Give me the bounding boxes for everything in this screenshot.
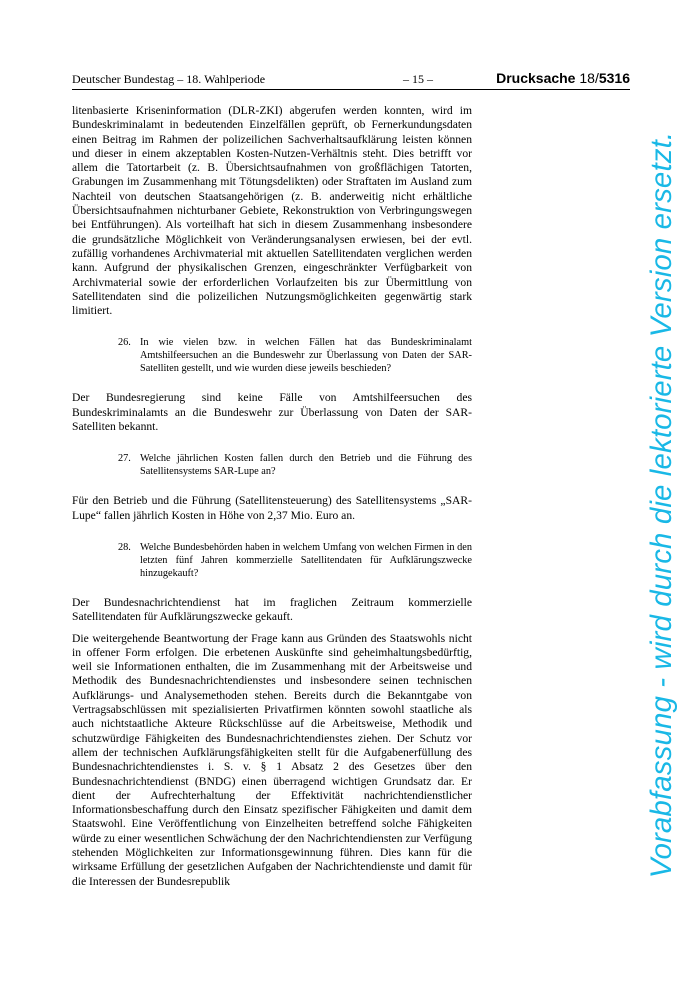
answer-paragraph: litenbasierte Kriseninformation (DLR-ZKI) abgerufen werden konnten, wird im Bundeskriminalamt in bedeutenden Einzelfällen geprüft, ob Fernerkundungsdaten einen Beitrag im Rahmen der polizeilichen Sachverhaltsaufklärung leisten können und dieser in einem akzeptablen Kosten-Nutzen-Verhältnis steht. Dies betrifft vor allem die Tatortarbeit (z. B. Übersichtsaufnahmen von großflächigen Tatorten, Grabungen im Zusammenhang mit Tötungsdelikten) oder Straftaten im Ausland zum Nachteil von deutschen Staatsangehörigen (z. B. anderweitig nicht erhältliche Übersichtsaufnahmen nichturbaner Gebiete, Rekonstruktion von Verbringungswegen bei Entführungen). Als vorteilhaft hat sich in diesem Zusammenhang insbesondere die grundsätzliche Möglichkeit von Veränderungsanalysen erwiesen, bei der evtl. zufällig vorhandenes Archivmaterial mit aktuellen Satellitendaten verglichen werden kann. Aufgrund der physikalischen Grenzen, eingeschränkter Verfügbarkeit von Archivmaterial sowie der erforderlichen Vorlaufzeiten bis zur Übermittlung von Satellitendaten sind die polizeilichen Nutzungsmöglichkeiten gegenwärtig stark limitiert. — [72, 104, 472, 318]
question-28 — [72, 541, 472, 580]
question-number: 26. — [118, 337, 131, 349]
document-number-period: 18/ — [575, 70, 599, 86]
document-body — [72, 104, 472, 901]
answer-paragraph: Die weitergehende Beantwortung der Frage kann aus Gründen des Staatswohls nicht in offener Form erfolgen. Die erbetenen Auskünfte sind geheimhaltungsbedürftig, weil sie Informationen enthalten, die im Zusammenhang mit der Arbeitsweise und Methodik des Bundesnachrichtendienstes und insbesondere seinen technischen Aufklärungs- und Analysemethoden stehen. Bereits durch die Bekanntgabe von Vertragsabschlüssen mit spezialisierten Privatfirmen könnten sowohl staatliche als auch nichtstaatliche Akteure Rückschlüsse auf die Arbeitsweise, Methodik und schutzwürdige Fähigkeiten des Bundesnachrichtendienstes ziehen. Der Schutz vor allem der technischen Aufklärungsfähigkeiten stellt für die Aufgabenerfüllung des Bundesnachrichtendienstes i. S. v. § 1 Absatz 2 des Gesetzes über den Bundesnachrichtendienst (BNDG) einen überragend wichtigen Grundsatz dar. Er dient der Aufrechterhaltung der Effektivität nachrichtendienstlicher Informationsbeschaffung durch den Einsatz spezifischer Fähigkeiten und damit dem Staatswohl. Eine Veröffentlichung von Einzelheiten betreffend solche Fähigkeiten würde zu einer wesentlichen Schwächung der den Nachrichtendiensten zur Verfügung stehenden Möglichkeiten zur Informationsgewinnung führen. Dies kann für die wirksame Erfüllung der gesetzlichen Aufgaben der Nachrichtendienste und damit für die Interessen der Bundesrepublik — [72, 631, 472, 888]
document-number — [496, 70, 630, 86]
document-number-prefix: Drucksache — [496, 70, 576, 86]
question-27 — [72, 452, 472, 478]
question-text: Welche Bundesbehörden haben in welchem Umfang von welchen Firmen in den letzten fünf Jahren kommerzielle Satellitendaten für Aufklärungszwecke hinzugekauft? — [140, 541, 472, 579]
document-number-value: 5316 — [598, 70, 630, 86]
question-text: Welche jährlichen Kosten fallen durch den Betrieb und die Führung des Satellitensystems SAR-Lupe an? — [140, 453, 472, 478]
answer-paragraph: Der Bundesnachrichtendienst hat im fraglichen Zeitraum kommerzielle Satellitendaten für Aufklärungszwecke gekauft. — [72, 595, 472, 624]
answer-paragraph: Für den Betrieb und die Führung (Satellitensteuerung) des Satellitensystems „SAR-Lupe“ fallen jährlich Kosten in Höhe von 2,37 Mio. Euro an. — [72, 494, 472, 522]
answer-paragraph: Der Bundesregierung sind keine Fälle von Amtshilfeersuchen des Bundeskriminalamts an die Bundeswehr zur Überlassung von Daten der SAR-Satelliten bekannt. — [72, 391, 472, 434]
question-number: 27. — [118, 453, 131, 465]
question-number: 28. — [118, 541, 131, 553]
header-rule — [72, 89, 630, 90]
page-header — [72, 70, 630, 88]
watermark-text: Vorabfassung - wird durch die lektorierte Version ersetzt. — [645, 131, 678, 879]
question-text: In wie vielen bzw. in welchen Fällen hat das Bundeskriminalamt Amtshilfeersuchen an die Bundeswehr zur Überlassung von Daten der SAR-Satelliten gestellt, und wie wurden diese jeweils beschieden? — [140, 337, 472, 375]
header-publication: Deutscher Bundestag – 18. Wahlperiode — [72, 72, 266, 86]
question-26 — [72, 336, 472, 375]
page-number: – 15 – — [403, 72, 433, 86]
